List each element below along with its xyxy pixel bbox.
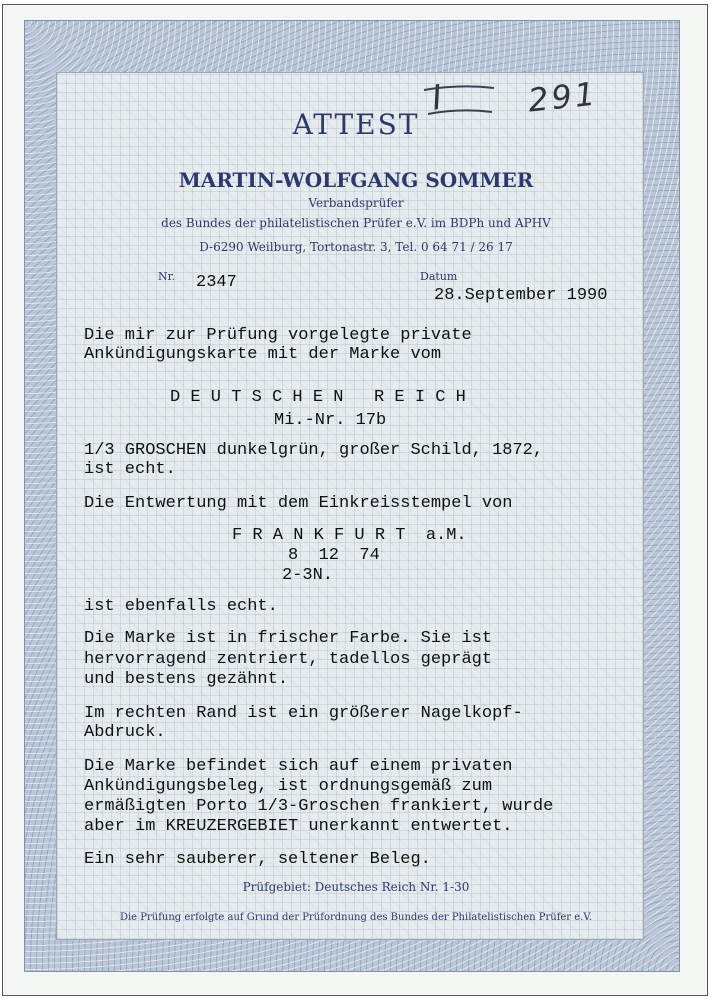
examination-regulation: Die Prüfung erfolgte auf Grund der Prüfordnung des Bundes der Philatelistischen Prüfer e.V.: [119, 912, 593, 923]
closing-remark: Ein sehr sauberer, seltener Beleg.: [84, 850, 431, 869]
handwritten-mark: I: [429, 77, 447, 119]
stamp-line-1: 1/3 GROSCHEN dunkelgrün, großer Schild, 1872,: [84, 441, 544, 460]
examiner-role: Verbandsprüfer: [308, 196, 404, 210]
catalog-number: Mi.-Nr. 17b: [274, 411, 387, 430]
cancel-date: 8 12 74: [288, 546, 380, 565]
also-genuine: ist ebenfalls echt.: [84, 597, 278, 616]
examiner-association: des Bundes der philatelistischen Prüfer e.V. im BDPh und APHV: [161, 216, 551, 230]
intro-line-1: Die mir zur Prüfung vorgelegte private: [84, 326, 472, 345]
examination-area: Prüfgebiet: Deutsches Reich Nr. 1-30: [242, 880, 470, 894]
margin-line-2: Abdruck.: [84, 723, 166, 742]
intro-line-2: Ankündigungskarte mit der Marke vom: [84, 345, 442, 364]
condition-line-3: und bestens gezähnt.: [84, 670, 289, 689]
cover-line-1: Die Marke befindet sich auf einem privaten: [84, 757, 513, 776]
certificate-date: 28.September 1990: [434, 286, 608, 305]
condition-line-1: Die Marke ist in frischer Farbe. Sie ist: [84, 629, 493, 648]
certificate-number: 2347: [196, 273, 237, 292]
country-name: D E U T S C H E N R E I C H: [170, 388, 466, 407]
stamp-line-2: ist echt.: [84, 460, 176, 479]
cover-line-3: ermäßigten Porto 1/3-Groschen frankiert, wurde: [84, 797, 554, 816]
examiner-address: D-6290 Weilburg, Tortonastr. 3, Tel. 0 64 71 / 26 17: [199, 240, 513, 254]
cover-line-2: Ankündigungsbeleg, ist ordnungsgemäß zum: [84, 777, 493, 796]
condition-line-2: hervorragend zentriert, tadellos geprägt: [84, 650, 493, 669]
cancel-intro: Die Entwertung mit dem Einkreisstempel von: [84, 494, 513, 513]
certificate-title: ATTEST: [292, 108, 420, 141]
cover-line-4: aber im KREUZERGEBIET unerkannt entwertet.: [84, 817, 513, 836]
nr-label: Nr.: [158, 270, 176, 283]
cancel-place: F R A N K F U R T a.M.: [232, 526, 467, 545]
margin-line-1: Im rechten Rand ist ein größerer Nagelkopf-: [84, 704, 523, 723]
examiner-name: MARTIN-WOLFGANG SOMMER: [178, 168, 534, 192]
cancel-time: 2-3N.: [282, 566, 334, 585]
date-label: Datum: [420, 270, 458, 283]
handwritten-number: 291: [526, 74, 600, 120]
